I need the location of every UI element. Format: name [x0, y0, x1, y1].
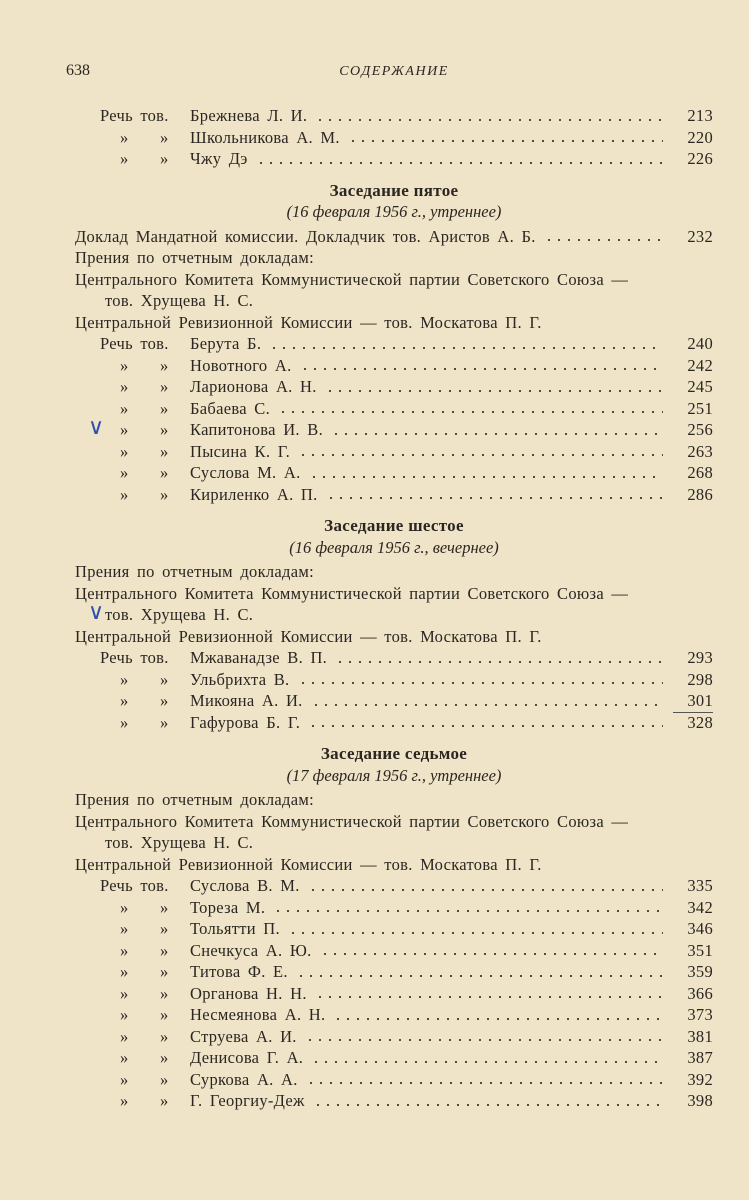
ditto-marks [75, 1090, 190, 1112]
speaker-name: Снечкуса А. Ю. [190, 940, 312, 960]
toc-entry [75, 1090, 713, 1112]
ditto-mark: » [160, 1069, 169, 1089]
page-number-ref[interactable]: 240 [687, 334, 713, 353]
page-number-ref[interactable]: 213 [687, 106, 713, 125]
toc-entry [75, 940, 713, 962]
ditto-marks [75, 355, 190, 377]
speaker-name: Микояна А. И. [190, 691, 303, 710]
speaker-name: Новотного А. [190, 355, 292, 375]
entry-text: Центральной Ревизионной Комиссии — тов. Москатова П. Г. [75, 312, 542, 332]
ditto-mark: » [160, 669, 169, 689]
speaker-name: Пысина К. Г. [190, 441, 291, 461]
speaker-name: Тольятти П. [190, 919, 280, 938]
page-number-ref[interactable]: 366 [687, 983, 713, 1003]
session-section [75, 743, 713, 1112]
ditto-mark: » [160, 1005, 169, 1024]
dot-leader [256, 161, 663, 165]
toc-entry [75, 376, 713, 398]
entry-text: Центрального Комитета Коммунистической партии Советского Союза — [75, 269, 629, 289]
speaker-name: Брежнева Л. И. [190, 106, 308, 125]
ditto-marks [75, 148, 190, 170]
ditto-mark: » [120, 1026, 129, 1046]
dot-leader [269, 346, 663, 350]
page-number-ref[interactable]: 268 [687, 463, 713, 482]
session-section [75, 180, 713, 506]
toc-entry [75, 918, 713, 940]
session-subtitle: (17 февраля 1956 г., утреннее) [286, 765, 502, 785]
session-section [75, 515, 713, 733]
page-number-ref[interactable]: 263 [687, 441, 713, 461]
ditto-mark: » [160, 398, 169, 418]
dot-leader [313, 1103, 663, 1107]
toc-entry [75, 669, 713, 691]
speaker-name: Суслова М. А. [190, 463, 301, 482]
toc-entry [75, 247, 713, 269]
speaker-name: Органова Н. Н. [190, 983, 307, 1003]
speaker-name: Бабаева С. [190, 398, 270, 418]
ditto-mark: » [120, 897, 129, 917]
ditto-mark: » [120, 919, 129, 938]
ditto-marks [75, 1047, 190, 1069]
ditto-mark: » [160, 691, 169, 710]
ditto-mark: » [120, 691, 129, 710]
dot-leader [296, 974, 663, 978]
dot-leader [308, 888, 663, 892]
ditto-mark: » [120, 983, 129, 1003]
entry-text-continuation: тов. Хрущева Н. С. [105, 605, 254, 624]
speech-prefix: Речь тов. [100, 876, 169, 895]
toc-entry [75, 484, 713, 506]
ditto-marks [75, 690, 190, 712]
page-number-ref[interactable]: 392 [687, 1069, 713, 1089]
toc-entry [75, 1026, 713, 1048]
ditto-mark: » [120, 127, 129, 147]
dot-leader [333, 1017, 663, 1021]
toc-entry [75, 647, 713, 669]
ditto-mark: » [120, 1069, 129, 1089]
table-of-contents [75, 105, 713, 1112]
speaker-name: Тореза М. [190, 897, 266, 917]
ditto-mark: » [120, 441, 129, 461]
dot-leader [273, 909, 663, 913]
page-number-ref[interactable]: 346 [687, 919, 713, 938]
dot-leader [315, 118, 663, 122]
ditto-marks [75, 376, 190, 398]
ditto-marks [75, 961, 190, 983]
ditto-marks [75, 1026, 190, 1048]
page-number-ref[interactable]: 256 [687, 420, 713, 439]
session-title: Заседание седьмое [320, 744, 468, 763]
entry-text: Центральной Ревизионной Комиссии — тов. Москатова П. Г. [75, 854, 542, 874]
entry-text: Центрального Комитета Коммунистической партии Советского Союза — [75, 583, 629, 603]
ditto-mark: » [120, 420, 129, 439]
session-title: Заседание пятое [329, 180, 459, 200]
session-subtitle: (16 февраля 1956 г., вечернее) [289, 537, 499, 557]
toc-page [66, 62, 713, 1112]
toc-entry [75, 897, 713, 919]
ditto-marks [75, 484, 190, 506]
speaker-name: Мжаванадзе В. П. [190, 648, 328, 667]
page-number-ref[interactable]: 226 [687, 149, 713, 168]
handwritten-check-mark-icon: ∨ [88, 600, 105, 625]
toc-entry [75, 226, 713, 248]
page-number-ref[interactable]: 328 [687, 712, 713, 732]
dot-leader [288, 931, 663, 935]
dot-leader [298, 681, 664, 685]
toc-entry [75, 1047, 713, 1069]
toc-entry [75, 811, 713, 854]
entry-text: Центральной Ревизионной Комиссии — тов. Москатова П. Г. [75, 626, 542, 646]
page-number: 638 [66, 62, 90, 79]
page-number-ref[interactable]: 232 [687, 226, 713, 246]
page-number-ref[interactable]: 301 [673, 690, 713, 713]
toc-entry [75, 875, 713, 897]
entry-text: Доклад Мандатной комиссии. Докладчик тов. Аристов А. Б. [75, 226, 536, 246]
ditto-mark: » [160, 463, 169, 482]
speaker-name: Школьникова А. М. [190, 127, 340, 147]
ditto-mark: » [120, 1048, 129, 1067]
page-number-ref[interactable]: 286 [687, 484, 713, 504]
ditto-mark: » [160, 149, 169, 168]
dot-leader [315, 995, 663, 999]
toc-entry [75, 419, 713, 441]
speaker-name: Ларионова А. Н. [190, 377, 317, 396]
ditto-mark: » [120, 463, 129, 482]
toc-entry [75, 983, 713, 1005]
entry-text-continuation: тов. Хрущева Н. С. [105, 291, 254, 310]
toc-entry [75, 690, 713, 712]
speaker-name: Кириленко А. П. [190, 484, 318, 504]
toc-entry [75, 441, 713, 463]
speaker-name: Несмеянова А. Н. [190, 1005, 326, 1024]
ditto-mark: » [120, 377, 129, 396]
ditto-mark: » [120, 962, 129, 981]
page-number-ref[interactable]: 220 [687, 127, 713, 147]
page-header [66, 62, 713, 92]
dot-leader [308, 724, 663, 728]
entries-group [75, 105, 713, 170]
page-number-ref[interactable]: 245 [687, 377, 713, 396]
ditto-marks [75, 669, 190, 691]
page-number-ref[interactable]: 342 [687, 897, 713, 917]
ditto-mark: » [120, 1091, 129, 1110]
dot-leader [320, 952, 663, 956]
page-number-ref[interactable]: 387 [687, 1048, 713, 1067]
ditto-mark: » [160, 377, 169, 396]
ditto-mark: » [160, 484, 169, 504]
entry-text: Прения по отчетным докладам: [75, 790, 314, 809]
ditto-mark: » [160, 983, 169, 1003]
toc-entry [75, 712, 713, 734]
ditto-mark: » [120, 940, 129, 960]
page-number-ref[interactable]: 242 [687, 355, 713, 375]
speaker-name: Денисова Г. А. [190, 1048, 304, 1067]
dot-leader [325, 389, 663, 393]
session-title: Заседание шестое [324, 516, 464, 535]
ditto-marks [75, 983, 190, 1005]
speaker-name: Ульбрихта В. [190, 669, 290, 689]
toc-entry [75, 961, 713, 983]
ditto-marks [75, 712, 190, 734]
toc-entry [75, 561, 713, 583]
dot-leader [311, 1060, 663, 1064]
toc-entry [75, 333, 713, 355]
toc-entry [75, 462, 713, 484]
ditto-mark: » [120, 355, 129, 375]
ditto-marks [75, 940, 190, 962]
dot-leader [309, 475, 663, 479]
dot-leader [300, 367, 663, 371]
ditto-mark: » [160, 940, 169, 960]
toc-entry [75, 127, 713, 149]
toc-entry [75, 148, 713, 170]
ditto-mark: » [160, 1026, 169, 1046]
page-number-ref[interactable]: 298 [687, 669, 713, 689]
speaker-name: Суркова А. А. [190, 1069, 298, 1089]
page-number-ref[interactable]: 293 [687, 648, 713, 667]
ditto-mark: » [120, 1005, 129, 1024]
dot-leader [278, 410, 663, 414]
toc-entry [75, 583, 713, 626]
ditto-mark: » [160, 127, 169, 147]
speaker-name: Чжу Дэ [190, 149, 248, 168]
session-subtitle: (16 февраля 1956 г., утреннее) [286, 202, 502, 221]
ditto-mark: » [120, 484, 129, 504]
page-number-ref[interactable]: 381 [687, 1026, 713, 1046]
ditto-mark: » [160, 897, 169, 917]
ditto-mark: » [120, 712, 129, 732]
dot-leader [348, 139, 663, 143]
speaker-name: Берута Б. [190, 334, 262, 353]
running-title: СОДЕРЖАНИЕ [339, 64, 449, 79]
speech-prefix: Речь тов. [100, 334, 169, 353]
entry-text: Прения по отчетным докладам: [75, 562, 314, 581]
speech-prefix: Речь тов. [100, 106, 169, 125]
ditto-mark: » [160, 712, 169, 732]
toc-entry [75, 626, 713, 648]
dot-leader [335, 660, 663, 664]
ditto-mark: » [160, 919, 169, 938]
page-number-ref[interactable]: 251 [687, 398, 713, 418]
page-number-ref[interactable]: 359 [687, 962, 713, 981]
dot-leader [331, 432, 663, 436]
ditto-marks [75, 441, 190, 463]
dot-leader [311, 703, 663, 707]
entry-text: Прения по отчетным докладам: [75, 248, 314, 267]
page-number-ref[interactable]: 373 [687, 1005, 713, 1024]
speaker-name: Титова Ф. Е. [190, 962, 288, 981]
toc-entry [75, 105, 713, 127]
ditto-mark: » [160, 962, 169, 981]
ditto-mark: » [120, 398, 129, 418]
speaker-name: Г. Георгиу-Деж [190, 1091, 305, 1110]
page-number-ref[interactable]: 398 [687, 1091, 713, 1110]
ditto-marks [75, 462, 190, 484]
speaker-name: Капитонова И. В. [190, 420, 323, 439]
speech-prefix: Речь тов. [100, 648, 169, 667]
ditto-marks [75, 918, 190, 940]
dot-leader [544, 238, 663, 242]
dot-leader [306, 1081, 663, 1085]
ditto-mark: » [160, 1048, 169, 1067]
toc-entry [75, 312, 713, 334]
ditto-mark: » [120, 149, 129, 168]
dot-leader [305, 1038, 663, 1042]
ditto-marks [75, 1069, 190, 1091]
ditto-marks [75, 897, 190, 919]
page-number-ref[interactable]: 351 [687, 940, 713, 960]
ditto-marks [75, 1004, 190, 1026]
ditto-mark: » [160, 1091, 169, 1110]
toc-entry [75, 355, 713, 377]
toc-entry [75, 854, 713, 876]
entry-text-continuation: тов. Хрущева Н. С. [105, 833, 254, 852]
dot-leader [298, 453, 663, 457]
speaker-name: Гафурова Б. Г. [190, 712, 301, 732]
ditto-mark: » [160, 441, 169, 461]
ditto-marks [75, 127, 190, 149]
toc-entry [75, 269, 713, 312]
toc-entry [75, 1069, 713, 1091]
speaker-name: Струева А. И. [190, 1026, 297, 1046]
toc-entry [75, 398, 713, 420]
page-number-ref[interactable]: 335 [687, 876, 713, 895]
ditto-mark: » [160, 355, 169, 375]
handwritten-check-mark-icon: ∨ [88, 415, 105, 440]
toc-entry [75, 789, 713, 811]
speaker-name: Суслова В. М. [190, 876, 300, 895]
toc-entry [75, 1004, 713, 1026]
dot-leader [326, 496, 663, 500]
ditto-mark: » [120, 669, 129, 689]
ditto-mark: » [160, 420, 169, 439]
entry-text: Центрального Комитета Коммунистической партии Советского Союза — [75, 811, 629, 831]
